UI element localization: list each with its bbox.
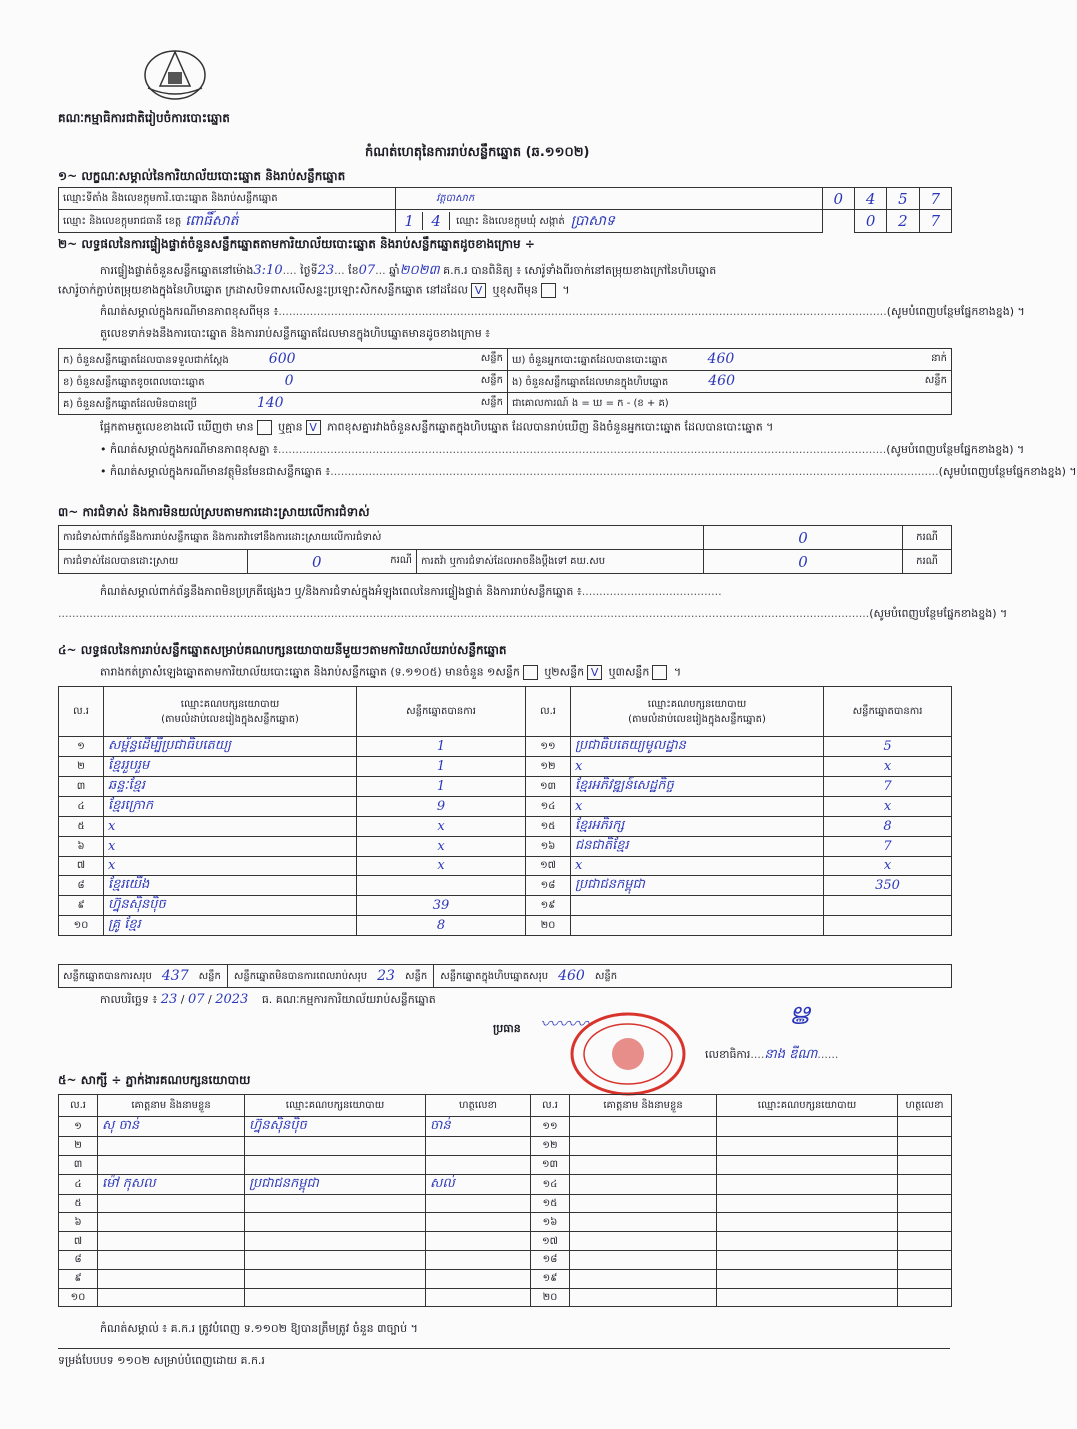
witness-party: ហ្វ៊ុនស៊ិនប៉ិច bbox=[245, 1117, 426, 1137]
witness-signature: សល់ bbox=[426, 1174, 531, 1194]
witness-party: ប្រជាជនកម្ពុជា bbox=[245, 1174, 426, 1194]
witness-signature bbox=[898, 1137, 952, 1156]
witness-no: ១៦ bbox=[531, 1213, 570, 1232]
polling-station-label: ឈ្មោះទីតាំង និងលេខក្ដុមការិ.បោះឆ្នោត និងរាប់សន្លឹកឆ្នោត bbox=[59, 188, 396, 210]
witness-name bbox=[98, 1137, 245, 1156]
changed-checkbox bbox=[541, 283, 556, 298]
party-votes: 7 bbox=[824, 777, 952, 797]
org-name: គណៈកម្មាធិការជាតិរៀបចំការបោះឆ្នោត bbox=[58, 111, 230, 125]
irregularity-note: កំណត់សម្គាល់ពាក់ព័ន្ធនឹងភាពមិនប្រក្រតីផ្សេងៗ ឬ/និងការជំទាស់ក្នុងអំឡុងពេលនៃការផ្ទៀងផ្ទាត់ និងការរាប់សន្លឹកឆ្នោត ៖........................................ bbox=[100, 585, 722, 598]
party-no: ៩ bbox=[59, 895, 104, 915]
official-stamp bbox=[568, 1010, 688, 1098]
witness-party bbox=[717, 1194, 898, 1213]
totals-row: សន្លឹកឆ្នោតបានការសរុប 437 សន្លឹក សន្លឹកឆ្នោតមិនបានការពេលរាប់សរុប 23 សន្លឹក សន្លឹកឆ្នោតក្នុងហិបឆ្នោតសរុប 460 សន្លឹក bbox=[58, 964, 952, 988]
footer-note: កំណត់សម្គាល់ ៖ គ.ក.រ ត្រូវបំពេញ ទ.១១០២ ឱ្យបានត្រឹមត្រូវ ចំនួន ៣ច្បាប់ ។ bbox=[100, 1322, 418, 1335]
results-row bbox=[59, 757, 952, 777]
party-votes bbox=[824, 915, 952, 935]
party-votes: x bbox=[357, 817, 526, 837]
witness-no: ១២ bbox=[531, 1137, 570, 1156]
witness-signature bbox=[898, 1288, 952, 1307]
witness-name bbox=[570, 1288, 717, 1307]
party-votes: 39 bbox=[357, 895, 526, 915]
seal-check-line: សោរ៉ូចាក់ភ្ជាប់តម្រុយខាងក្នុងនៃហិបឆ្នោត ក្រដាសបិទពាសលើសន្ទះប្រឡោះសិកសន្លឹកឆ្នោត នៅដដែល V ឬខុសពីមុន ។ bbox=[58, 283, 570, 297]
witness-no: ៤ bbox=[59, 1174, 98, 1194]
received-ballots-label: ក) ចំនួនសន្លឹកឆ្នោតដែលបានទទួលជាក់ស្ដែង bbox=[63, 355, 229, 366]
party-name: ខ្មែរអភិវឌ្ឍន៍សេដ្ឋកិច្ច bbox=[571, 777, 824, 797]
party-no: ១៣ bbox=[526, 777, 571, 797]
witness-party bbox=[245, 1250, 426, 1269]
party-votes: x bbox=[824, 757, 952, 777]
date-day: 23 bbox=[160, 992, 178, 1007]
commune-digit: 7 bbox=[919, 210, 951, 233]
resolved-value: 0 bbox=[312, 552, 322, 571]
party-no: ១ bbox=[59, 737, 104, 757]
witness-party bbox=[717, 1213, 898, 1232]
witness-no: ១១ bbox=[531, 1117, 570, 1137]
commune-digit: 0 bbox=[854, 210, 886, 233]
date-line: កាលបរិច្ឆេទ ៖ 23 / 07 / 2023 ធ. គណៈកម្មការការិយាល័យរាប់សន្លឹកឆ្នោត bbox=[100, 992, 436, 1007]
witness-name bbox=[98, 1232, 245, 1251]
party-votes: 8 bbox=[357, 915, 526, 935]
witness-party bbox=[717, 1137, 898, 1156]
footer-rule bbox=[58, 1348, 950, 1349]
box-ballots-label: ង) ចំនួនសន្លឹកឆ្នោតដែលមានក្នុងហិបឆ្នោត bbox=[512, 377, 669, 388]
witness-party bbox=[245, 1288, 426, 1307]
chair-label: ប្រធាន bbox=[493, 1022, 521, 1035]
witness-row bbox=[59, 1269, 952, 1288]
witness-party bbox=[717, 1288, 898, 1307]
party-name: ហ្វ៊ុនស៊ិនប៉ិច bbox=[104, 895, 357, 915]
ballot-figures-table: ក) ចំនួនសន្លឹកឆ្នោតដែលបានទទួលជាក់ស្ដែង 600 សន្លឹក ឃ) ចំនួនអ្នកបោះឆ្នោតដែលបានបោះឆ្នោត 460 នាក់ ខ) ចំនួនសន្លឹកឆ្នោតខូចពេលបោះឆ្នោត 0 សន្លឹក ង) ចំនួនសន្លឹកឆ្នោតដែលមានក្នុងហិបឆ្នោត 460 សន្លឹក គ) ចំនួនសន្លឹកឆ្នោតដែលមិនបានប្រើ 140 សន្លឹក ជាគោលការណ៍ ង = ឃ = ក - (ខ + គ) bbox=[58, 348, 952, 415]
party-no: ៨ bbox=[59, 875, 104, 895]
formula: ជាគោលការណ៍ ង = ឃ = ក - (ខ + គ) bbox=[508, 393, 952, 415]
check-time-line: ការផ្ទៀងផ្ទាត់ចំនួនសន្លឹកឆ្នោតនៅម៉ោង3:10.... ថ្ងៃទី23... ខែ07... ឆ្នាំ២០២៣ គ.ក.រ បានពិនិត្យ ៖ សោរ៉ូទាំងពីរចាក់នៅតម្រុយខាងក្រៅនៃហិបឆ្នោត bbox=[100, 263, 717, 278]
station-digit: 5 bbox=[887, 188, 919, 210]
section-5-heading: ៥~ សាក្សី ÷ ភ្នាក់ងារគណបក្សនយោបាយ bbox=[58, 1073, 251, 1087]
appeal-value: 0 bbox=[704, 550, 903, 574]
province-label: ឈ្មោះ និងលេខក្ដុមរាជធានី ខេត្ត bbox=[63, 215, 182, 227]
witness-name bbox=[570, 1137, 717, 1156]
results-row bbox=[59, 895, 952, 915]
witness-party bbox=[717, 1269, 898, 1288]
witness-party bbox=[245, 1137, 426, 1156]
objection-table: ការជំទាស់ពាក់ព័ន្ធនឹងការរាប់សន្លឹកឆ្នោត និងការតវ៉ាទៅនឹងការដោះស្រាយលើការជំទាស់ 0 ករណី ការជំទាស់ដែលបានដោះស្រាយ 0 ករណី ការតវ៉ា ឬការជំទាស់ដែលអាចនឹងប្ដឹងទៅ គឃ.សប 0 ករណី bbox=[58, 525, 952, 574]
party-name: x bbox=[104, 857, 357, 876]
witness-no: ១០ bbox=[59, 1288, 98, 1307]
witness-no: ១៤ bbox=[531, 1174, 570, 1194]
party-name bbox=[571, 895, 824, 915]
foreign-object-note: • កំណត់សម្គាល់ក្នុងករណីមានវត្ថុមិនមែនជាសន្លឹកឆ្នោត ៖ .............................................................................................................................................................................. (សូមបំពេញបន្ថែមផ្នែកខាងខ្នង) ។ bbox=[100, 465, 1077, 478]
commune-name: ប្រាសាទ bbox=[570, 212, 615, 229]
witness-no: ២០ bbox=[531, 1288, 570, 1307]
party-no: ១២ bbox=[526, 757, 571, 777]
objection-value: 0 bbox=[704, 526, 903, 550]
two-sheet-checkbox: V bbox=[587, 665, 602, 680]
witness-signature bbox=[426, 1155, 531, 1174]
three-sheet-checkbox bbox=[652, 665, 667, 680]
party-name: ឆន្ទៈខ្មែរ bbox=[104, 777, 357, 797]
province-name: ពោធិ៍សាត់ bbox=[185, 212, 239, 229]
witness-signature bbox=[898, 1117, 952, 1137]
witness-party bbox=[717, 1174, 898, 1194]
station-digit: 7 bbox=[919, 188, 951, 210]
party-no: ១៨ bbox=[526, 875, 571, 895]
witness-row bbox=[59, 1232, 952, 1251]
witness-signature bbox=[426, 1213, 531, 1232]
witness-no: ១៣ bbox=[531, 1155, 570, 1174]
party-no: ៣ bbox=[59, 777, 104, 797]
witness-name bbox=[570, 1269, 717, 1288]
witness-name bbox=[98, 1288, 245, 1307]
witness-name bbox=[570, 1174, 717, 1194]
witness-no: ១៩ bbox=[531, 1269, 570, 1288]
witness-party bbox=[245, 1269, 426, 1288]
form-note: ទម្រង់បែបបទ ១១០២ សម្រាប់បំពេញដោយ គ.ក.រ bbox=[58, 1354, 265, 1367]
witness-signature bbox=[426, 1137, 531, 1156]
witness-signature bbox=[898, 1213, 952, 1232]
resolved-label: ការជំទាស់ដែលបានដោះស្រាយ bbox=[59, 550, 248, 574]
province-digit: 1 bbox=[396, 212, 423, 230]
results-row bbox=[59, 837, 952, 857]
witness-party bbox=[245, 1155, 426, 1174]
witness-no: ១ bbox=[59, 1117, 98, 1137]
party-no: ១០ bbox=[59, 915, 104, 935]
voters-label: ឃ) ចំនួនអ្នកបោះឆ្នោតដែលបានបោះឆ្នោត bbox=[512, 355, 668, 366]
witness-name bbox=[570, 1213, 717, 1232]
results-row bbox=[59, 777, 952, 797]
witness-name bbox=[98, 1194, 245, 1213]
section-3-heading: ៣~ ការជំទាស់ និងការមិនយល់ស្របតាមការដោះស្រាយលើការជំទាស់ bbox=[58, 505, 370, 519]
witness-signature bbox=[898, 1232, 952, 1251]
party-name: គ្រូ ខ្មែរ bbox=[104, 915, 357, 935]
objection-label: ការជំទាស់ពាក់ព័ន្ធនឹងការរាប់សន្លឹកឆ្នោត និងការតវ៉ាទៅនឹងការដោះស្រាយលើការជំទាស់ bbox=[59, 526, 704, 550]
check-day: 23 bbox=[317, 263, 335, 278]
one-sheet-checkbox bbox=[523, 665, 538, 680]
witness-party bbox=[717, 1250, 898, 1269]
commune-digit: 2 bbox=[887, 210, 919, 233]
witness-name bbox=[570, 1232, 717, 1251]
witness-party bbox=[717, 1117, 898, 1137]
witness-name bbox=[98, 1155, 245, 1174]
party-votes: 1 bbox=[357, 757, 526, 777]
witness-row bbox=[59, 1117, 952, 1137]
witness-signature: ចាន់ bbox=[426, 1117, 531, 1137]
party-no: ១៤ bbox=[526, 797, 571, 817]
province-digit: 4 bbox=[423, 212, 450, 230]
voters-value: 460 bbox=[707, 351, 735, 367]
witness-no: ៦ bbox=[59, 1213, 98, 1232]
party-no: ១៥ bbox=[526, 817, 571, 837]
witness-no: ១៧ bbox=[531, 1232, 570, 1251]
witness-name: ម៉ៅ កុសល bbox=[98, 1174, 245, 1194]
results-row bbox=[59, 797, 952, 817]
page-title: កំណត់ហេតុនៃការរាប់សន្លឹកឆ្នោត (ឆ.១១០២) bbox=[365, 145, 590, 160]
total-invalid: 23 bbox=[377, 968, 395, 984]
witness-signature bbox=[426, 1250, 531, 1269]
witness-signature bbox=[898, 1194, 952, 1213]
results-table: ល.រ ឈ្មោះគណបក្សនយោបាយ (តាមលំដាប់លេខរៀងក្នុងសន្លឹកឆ្នោត) សន្លឹកឆ្នោតបានការ ល.រ ឈ្មោះគណបក្សនយោបាយ (តាមលំដាប់លេខរៀងក្នុងសន្លឹកឆ្នោត) សន្លឹកឆ្នោតបានការ ១ សម្ព័ន្ធដើម្បីប្រជាធិបតេយ្យ 1 ១១ ប្រជាធិបតេយ្យមូលដ្ឋាន 5 ២ ខ្មែររួបរួម 1 ១២ x x ៣ ឆន្ទៈខ្មែរ 1 ១៣ ខ្មែរអភិវឌ្ឍន៍សេដ្ឋកិច្ច 7 ៤ ខ្មែរក្រោក 9 ១៤ x x ៥ x x ១៥ ខ្មែរអភិរក្ស 8 ៦ x x ១៦ ជនជាតិខ្មែរ 7 ៧ x x ១៧ x x ៨ ខ្មែរយើង ១៨ ប្រជាជនកម្ពុជា 350 ៩ ហ្វ៊ុនស៊ិនប៉ិច 39 ១៩ ១០ គ្រូ ខ្មែរ 8 ២០ bbox=[58, 686, 952, 936]
party-no: ៤ bbox=[59, 797, 104, 817]
witness-row bbox=[59, 1288, 952, 1307]
witness-name bbox=[570, 1117, 717, 1137]
unused-ballots-label: គ) ចំនួនសន្លឹកឆ្នោតដែលមិនបានប្រើ bbox=[63, 399, 197, 410]
witness-signature bbox=[426, 1194, 531, 1213]
party-name: x bbox=[571, 857, 824, 876]
witness-signature bbox=[898, 1155, 952, 1174]
party-votes: 5 bbox=[824, 737, 952, 757]
witness-row bbox=[59, 1155, 952, 1174]
witness-row bbox=[59, 1250, 952, 1269]
nec-logo bbox=[140, 42, 210, 102]
party-votes: 1 bbox=[357, 777, 526, 797]
unchanged-checkbox: V bbox=[471, 283, 486, 298]
section-4-heading: ៤~ លទ្ធផលនៃការរាប់សន្លឹកឆ្នោតសម្រាប់គណបក្សនយោបាយនីមួយៗតាមការិយាល័យរាប់សន្លឹកឆ្នោត bbox=[58, 643, 507, 657]
party-no: ៦ bbox=[59, 837, 104, 857]
date-year: 2023 bbox=[215, 992, 249, 1007]
witness-no: ៣ bbox=[59, 1155, 98, 1174]
total-box: 460 bbox=[558, 968, 585, 984]
party-name: x bbox=[104, 817, 357, 837]
section-2-heading: ២~ លទ្ធផលនៃការផ្ទៀងផ្ទាត់ចំនួនសន្លឹកឆ្នោតតាមការិយាល័យបោះឆ្នោត និងរាប់សន្លឹកឆ្នោតដូចខាងក្រោម ÷ bbox=[58, 237, 535, 251]
party-votes: 9 bbox=[357, 797, 526, 817]
commune-label: ឈ្មោះ និងលេខក្ដុមឃុំ សង្កាត់ bbox=[456, 215, 565, 227]
witness-name bbox=[98, 1213, 245, 1232]
chair-signature: 〰〰〰 bbox=[540, 1014, 594, 1035]
witness-party bbox=[245, 1213, 426, 1232]
station-digit: 4 bbox=[854, 188, 886, 210]
station-digit: 0 bbox=[822, 188, 854, 210]
witness-table: ល.រ គោត្តនាម និងនាមខ្លួន ឈ្មោះគណបក្សនយោបាយ ហត្ថលេខា ល.រ គោត្តនាម និងនាមខ្លួន ឈ្មោះគណបក្សនយោបាយ ហត្ថលេខា ១ សុ ចាន់ ហ្វ៊ុនស៊ិនប៉ិច ចាន់ ១១ ២ ១២ ៣ ១៣ ៤ ម៉ៅ កុសល ប្រជាជនកម្ពុជា សល់ ១៤ ៥ ១៥ ៦ ១៦ ៧ ១៧ ៨ ១៨ ៩ ១៩ ១០ ២០ bbox=[58, 1094, 952, 1307]
party-no: ១៧ bbox=[526, 857, 571, 876]
party-votes: x bbox=[824, 797, 952, 817]
received-ballots-value: 600 bbox=[268, 351, 296, 367]
party-votes: x bbox=[357, 837, 526, 857]
witness-no: ៥ bbox=[59, 1194, 98, 1213]
party-name: x bbox=[571, 797, 824, 817]
party-name: ខ្មែរយើង bbox=[104, 875, 357, 895]
party-no: ២០ bbox=[526, 915, 571, 935]
box-ballots-value: 460 bbox=[708, 373, 735, 389]
tally-sheet-line: តារាងកត់ត្រាសំឡេងឆ្នោតតាមការិយាល័យបោះឆ្នោត និងរាប់សន្លឹកឆ្នោត (ទ.១១០៥) មានចំនួន ១សន្លឹក ឬ២សន្លឹក V ឬ៣សន្លឹក ។ bbox=[100, 665, 682, 679]
results-row bbox=[59, 915, 952, 935]
has-difference-checkbox bbox=[257, 420, 272, 435]
party-name: ប្រជាជនកម្ពុជា bbox=[571, 875, 824, 895]
witness-name bbox=[570, 1250, 717, 1269]
check-month: 07 bbox=[358, 263, 376, 278]
party-name: ខ្មែរក្រោក bbox=[104, 797, 357, 817]
discrepancy-line: ផ្អែកតាមតួលេខខាងលើ ឃើញថា មាន ឬគ្មាន V ភាពខុសគ្នារវាងចំនួនសន្លឹកឆ្នោតក្នុងហិបឆ្នោត ដែលបានរាប់ឃើញ និងចំនួនអ្នកបោះឆ្នោត ដែលបានបោះឆ្នោត ។ bbox=[100, 420, 774, 434]
witness-no: ២ bbox=[59, 1137, 98, 1156]
witness-row bbox=[59, 1194, 952, 1213]
spoiled-ballots-value: 0 bbox=[284, 373, 294, 389]
section-1-heading: ១~ លក្ខណៈសម្គាល់នៃការិយាល័យបោះឆ្នោត និងរាប់សន្លឹកឆ្នោត bbox=[58, 169, 346, 183]
party-name: ខ្មែរអភិរក្ស bbox=[571, 817, 824, 837]
results-row bbox=[59, 817, 952, 837]
witness-row bbox=[59, 1213, 952, 1232]
appeal-label: ការតវ៉ា ឬការជំទាស់ដែលអាចនឹងប្ដឹងទៅ គឃ.សប bbox=[417, 550, 704, 574]
party-no: ២ bbox=[59, 757, 104, 777]
party-votes: 8 bbox=[824, 817, 952, 837]
witness-row bbox=[59, 1137, 952, 1156]
difference-note-line: កំណត់សម្គាល់ក្នុងករណីមានភាពខុសពីមុន ៖ .............................................................................................................................................................................. (សូមបំពេញបន្ថែមផ្នែកខាងខ្នង) ។ bbox=[100, 305, 1025, 318]
witness-signature bbox=[898, 1269, 952, 1288]
party-votes: 7 bbox=[824, 837, 952, 857]
witness-no: ១៥ bbox=[531, 1194, 570, 1213]
party-votes: x bbox=[824, 857, 952, 876]
party-name bbox=[571, 915, 824, 935]
party-name: ខ្មែររួបរួម bbox=[104, 757, 357, 777]
witness-signature bbox=[426, 1232, 531, 1251]
witness-no: ៩ bbox=[59, 1269, 98, 1288]
party-no: ១៦ bbox=[526, 837, 571, 857]
witness-name bbox=[570, 1194, 717, 1213]
party-votes: 1 bbox=[357, 737, 526, 757]
party-name: x bbox=[571, 757, 824, 777]
unused-ballots-value: 140 bbox=[256, 395, 284, 411]
witness-signature bbox=[898, 1250, 952, 1269]
witness-no: ៨ bbox=[59, 1250, 98, 1269]
secretary-line: លេខាធិការ....នាង ឌីណា...... bbox=[705, 1047, 839, 1062]
witness-party bbox=[245, 1232, 426, 1251]
witness-signature bbox=[426, 1269, 531, 1288]
witness-name bbox=[570, 1155, 717, 1174]
party-no: ១១ bbox=[526, 737, 571, 757]
witness-party bbox=[245, 1194, 426, 1213]
results-row bbox=[59, 875, 952, 895]
witness-row bbox=[59, 1174, 952, 1194]
party-no: ១៩ bbox=[526, 895, 571, 915]
witness-name bbox=[98, 1269, 245, 1288]
party-votes bbox=[357, 875, 526, 895]
witness-no: ១៨ bbox=[531, 1250, 570, 1269]
party-votes: 350 bbox=[824, 875, 952, 895]
spoiled-ballots-label: ខ) ចំនួនសន្លឹកឆ្នោតខូចពេលបោះឆ្នោត bbox=[63, 377, 205, 388]
party-votes: x bbox=[357, 857, 526, 876]
date-month: 07 bbox=[187, 992, 205, 1007]
results-row bbox=[59, 737, 952, 757]
party-no: ៧ bbox=[59, 857, 104, 876]
check-time: 3:10 bbox=[253, 263, 283, 278]
party-name: សម្ព័ន្ធដើម្បីប្រជាធិបតេយ្យ bbox=[104, 737, 357, 757]
witness-name: សុ ចាន់ bbox=[98, 1117, 245, 1137]
results-row bbox=[59, 857, 952, 876]
witness-party bbox=[717, 1232, 898, 1251]
party-no: ៥ bbox=[59, 817, 104, 837]
polling-station-name: វត្តបាសាក bbox=[396, 188, 823, 210]
party-name: ប្រជាធិបតេយ្យមូលដ្ឋាន bbox=[571, 737, 824, 757]
secretary-name: នាង ឌីណា bbox=[764, 1047, 818, 1062]
total-valid: 437 bbox=[161, 968, 189, 984]
no-difference-checkbox: V bbox=[306, 420, 321, 435]
check-year: ២០២៣ bbox=[399, 263, 440, 278]
party-name: x bbox=[104, 837, 357, 857]
witness-signature bbox=[898, 1174, 952, 1194]
irregularity-note-2: ........................................................................................................................................................................................................................................ (សូមបំពេញបន្ថែមផ្នែកខាងខ្នង) ។ bbox=[58, 607, 1008, 620]
witness-name bbox=[98, 1250, 245, 1269]
difference-note: • កំណត់សម្គាល់ក្នុងករណីមានភាពខុសគ្នា ៖ .............................................................................................................................................................................. (សូមបំពេញបន្ថែមផ្នែកខាងខ្នង) ។ bbox=[100, 443, 1025, 456]
witness-no: ៧ bbox=[59, 1232, 98, 1251]
party-votes bbox=[824, 895, 952, 915]
section-1-table bbox=[58, 187, 952, 233]
party-name: ជនជាតិខ្មែរ bbox=[571, 837, 824, 857]
witness-signature bbox=[426, 1288, 531, 1307]
figures-intro: តួលេខទាក់ទងនឹងការបោះឆ្នោត និងការរាប់សន្លឹកឆ្នោតដែលមានក្នុងហិបឆ្នោតមានដូចខាងក្រោម ៖ bbox=[100, 327, 491, 340]
witness-party bbox=[717, 1155, 898, 1174]
secretary-mark: ൠ bbox=[790, 1000, 810, 1025]
